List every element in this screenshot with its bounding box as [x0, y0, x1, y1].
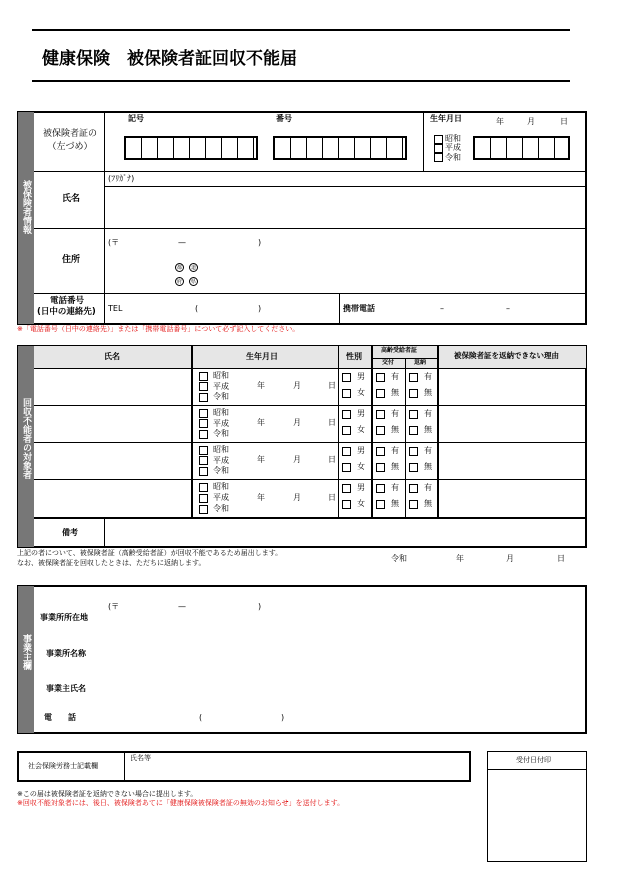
address-postal-suffix: ): [258, 238, 262, 247]
row3-era-showa-checkbox[interactable]: [199, 446, 208, 455]
tel-paren-open: (: [195, 304, 199, 313]
row3-sex-female: 女: [357, 462, 365, 471]
remarks-label: 備考: [62, 528, 78, 537]
employer-phone-paren-close: ): [281, 713, 285, 722]
target-name-input-4[interactable]: [36, 481, 188, 515]
row3-issue-yes-checkbox[interactable]: [376, 447, 385, 456]
era-checkbox-showa[interactable]: [434, 135, 443, 144]
row1-ret-yes-checkbox[interactable]: [409, 373, 418, 382]
insured-info-side-label: 被保険者情報: [21, 180, 31, 234]
row3-sex-female-checkbox[interactable]: [342, 463, 351, 472]
phone-sublabel: (日中の連絡先): [37, 307, 96, 317]
s1-row-divider-1: [34, 171, 586, 172]
row1-sex-male-checkbox[interactable]: [342, 373, 351, 382]
row1-day-label: 日: [328, 381, 336, 390]
col-issued-header: 交付: [382, 359, 395, 366]
address-input[interactable]: [208, 250, 578, 290]
row4-ret-yes: 有: [424, 483, 432, 492]
stamp-box: [487, 751, 587, 862]
row3-era-reiwa-checkbox[interactable]: [199, 467, 208, 476]
tel-label: TEL: [108, 304, 123, 313]
stamp-header-rule: [488, 769, 586, 770]
row3-ret-no-checkbox[interactable]: [409, 463, 418, 472]
birth-year-label: 年: [496, 117, 504, 126]
row2-era-heisei-checkbox[interactable]: [199, 419, 208, 428]
owner-name-label: 事業主氏名: [46, 684, 86, 693]
row4-sex-male-checkbox[interactable]: [342, 484, 351, 493]
sharoushi-divider: [124, 752, 125, 781]
era-label-heisei: 平成: [445, 143, 461, 152]
row2-ret-no: 無: [424, 425, 432, 434]
owner-name-input[interactable]: [106, 676, 584, 698]
col-sex-header: 性別: [346, 352, 362, 361]
title-bottom-rule: [32, 80, 570, 82]
office-postal-dash: —: [178, 602, 186, 611]
s2-row-divider-1: [34, 405, 586, 406]
kigo-input[interactable]: [124, 136, 258, 160]
row2-sex-female: 女: [357, 425, 365, 434]
era-checkbox-heisei[interactable]: [434, 144, 443, 153]
insured-card-label: 被保険者証の （左づめ）: [42, 129, 97, 152]
row2-era-reiwa-checkbox[interactable]: [199, 430, 208, 439]
row4-era-showa: 昭和: [213, 482, 229, 491]
phone-label: 電話番号: [50, 296, 85, 306]
employer-phone-label: 電 話: [44, 713, 76, 722]
row3-era-heisei-checkbox[interactable]: [199, 456, 208, 465]
row4-sex-female-checkbox[interactable]: [342, 500, 351, 509]
s2-col-div-reason: [437, 346, 439, 518]
row1-issue-yes-checkbox[interactable]: [376, 373, 385, 382]
era-label-showa: 昭和: [445, 134, 461, 143]
declaration-line-2: なお、被保険者証を回収したときは、ただちに返納します。: [17, 559, 206, 567]
s2-header-bottom: [34, 368, 586, 369]
office-name-label: 事業所名称: [46, 649, 86, 658]
pref-circle-fu: 府: [176, 279, 182, 285]
birth-date-input[interactable]: [473, 136, 570, 160]
office-name-input[interactable]: [106, 642, 584, 664]
row3-ret-no: 無: [424, 462, 432, 471]
row4-era-reiwa-checkbox[interactable]: [199, 505, 208, 514]
s2-col-div-issue: [405, 358, 406, 518]
target-name-input-2[interactable]: [36, 407, 188, 441]
row2-ret-yes: 有: [424, 409, 432, 418]
row1-sex-female-checkbox[interactable]: [342, 389, 351, 398]
birth-divider: [423, 112, 424, 171]
row1-era-showa-checkbox[interactable]: [199, 372, 208, 381]
row2-month-label: 月: [293, 418, 301, 427]
row4-era-heisei: 平成: [213, 493, 229, 502]
row3-sex-male-checkbox[interactable]: [342, 447, 351, 456]
row4-ret-yes-checkbox[interactable]: [409, 484, 418, 493]
s1-row-divider-3: [34, 293, 586, 294]
row1-sex-female: 女: [357, 388, 365, 397]
footer-note-2: ※回収不能対象者には、後日、被保険者あてに「健康保険被保険者証の無効のお知らせ」を送付します。: [17, 799, 345, 807]
row2-era-heisei: 平成: [213, 419, 229, 428]
employer-side-label: 事業主欄: [21, 634, 31, 670]
kigo-label: 記号: [128, 114, 144, 123]
office-postal-prefix: (〒: [108, 602, 120, 611]
mobile-dash-1: –: [440, 304, 444, 313]
era-label-reiwa: 令和: [445, 153, 461, 162]
address-label: 住所: [62, 255, 81, 265]
title-top-rule: [32, 29, 570, 31]
row4-era-showa-checkbox[interactable]: [199, 483, 208, 492]
sharoushi-input[interactable]: [127, 764, 467, 779]
s1-row-divider-2: [34, 228, 586, 229]
row2-sex-male-checkbox[interactable]: [342, 410, 351, 419]
row4-ret-no: 無: [424, 499, 432, 508]
s2-row-divider-2: [34, 442, 586, 443]
col-elderly-header: 高齢受給者証: [381, 347, 418, 354]
declaration-line-1: 上記の者について、被保険者証（高齢受給者証）が回収不能であるため届出します。: [17, 549, 283, 557]
row4-month-label: 月: [293, 493, 301, 502]
reason-input-2[interactable]: [441, 407, 584, 441]
col-name-header: 氏名: [104, 352, 120, 361]
era-checkbox-reiwa[interactable]: [434, 153, 443, 162]
row2-ret-yes-checkbox[interactable]: [409, 410, 418, 419]
furigana-label: (ﾌﾘｶﾞﾅ): [108, 174, 135, 183]
bango-label: 番号: [276, 114, 292, 123]
s2-col-div-name: [191, 346, 193, 518]
bango-input[interactable]: [273, 136, 407, 160]
row1-era-reiwa: 令和: [213, 392, 229, 401]
row2-issue-no-checkbox[interactable]: [376, 426, 385, 435]
address-postal-prefix: (〒: [108, 238, 120, 247]
row3-ret-yes-checkbox[interactable]: [409, 447, 418, 456]
row3-day-label: 日: [328, 455, 336, 464]
phone-note: ※「電話番号（日中の連絡先）」または「携帯電話番号」について必ず記入してください。: [17, 325, 300, 333]
declaration-era: 令和: [391, 554, 407, 563]
reason-input-1[interactable]: [441, 370, 584, 404]
row2-sex-female-checkbox[interactable]: [342, 426, 351, 435]
row1-era-heisei-checkbox[interactable]: [199, 382, 208, 391]
reason-input-4[interactable]: [441, 481, 584, 515]
pref-circle-to: 都: [176, 265, 182, 271]
row1-era-heisei: 平成: [213, 382, 229, 391]
row1-era-reiwa-checkbox[interactable]: [199, 393, 208, 402]
row3-era-reiwa: 令和: [213, 466, 229, 475]
furigana-divider: [105, 186, 586, 187]
employer-phone-paren-open: (: [199, 713, 203, 722]
row4-era-heisei-checkbox[interactable]: [199, 494, 208, 503]
mobile-label: 携帯電話: [343, 304, 375, 313]
row2-era-reiwa: 令和: [213, 429, 229, 438]
row4-issue-no-checkbox[interactable]: [376, 500, 385, 509]
s2-col-div-sex: [371, 346, 373, 518]
declaration-day: 日: [557, 554, 565, 563]
name-label: 氏名: [62, 194, 81, 204]
row4-day-label: 日: [328, 493, 336, 502]
row1-ret-yes: 有: [424, 372, 432, 381]
target-name-input-1[interactable]: [36, 370, 188, 404]
sharoushi-label: 社会保険労務士記載欄: [28, 762, 98, 770]
reason-input-3[interactable]: [441, 444, 584, 478]
row1-ret-no: 無: [424, 388, 432, 397]
row1-year-label: 年: [257, 381, 265, 390]
row4-issue-yes: 有: [391, 483, 399, 492]
name-etc-label: 氏名等: [130, 754, 151, 762]
s2-col-div-birth: [338, 346, 339, 518]
s2-row-divider-4: [34, 517, 586, 519]
row3-ret-yes: 有: [424, 446, 432, 455]
mobile-input[interactable]: [390, 296, 580, 322]
row2-issue-no: 無: [391, 425, 399, 434]
row1-era-showa: 昭和: [213, 371, 229, 380]
row3-issue-no: 無: [391, 462, 399, 471]
row3-month-label: 月: [293, 455, 301, 464]
mobile-dash-2: –: [506, 304, 510, 313]
office-address-label: 事業所所在地: [40, 613, 88, 622]
pref-circle-ken: 県: [190, 279, 196, 285]
remarks-input[interactable]: [106, 520, 584, 546]
birth-label: 生年月日: [430, 114, 462, 123]
page-title: 健康保険 被保険者証回収不能届: [42, 49, 297, 69]
mobile-divider: [339, 294, 340, 324]
row2-era-showa-checkbox[interactable]: [199, 409, 208, 418]
unrecoverable-side-label: 回収不能者の対象者: [21, 398, 31, 479]
row1-issue-no-checkbox[interactable]: [376, 389, 385, 398]
row2-issue-yes: 有: [391, 409, 399, 418]
office-postal-suffix: ): [258, 602, 262, 611]
row1-month-label: 月: [293, 381, 301, 390]
row4-issue-yes-checkbox[interactable]: [376, 484, 385, 493]
col-reason-header: 被保険者証を返納できない理由: [454, 351, 559, 360]
row1-sex-male: 男: [357, 372, 365, 381]
row4-ret-no-checkbox[interactable]: [409, 500, 418, 509]
employer-phone-input[interactable]: [106, 706, 366, 728]
row1-issue-yes: 有: [391, 372, 399, 381]
col-returned-header: 返納: [414, 359, 427, 366]
phone-input[interactable]: [124, 296, 334, 322]
row3-sex-male: 男: [357, 446, 365, 455]
name-input[interactable]: [106, 188, 584, 226]
row2-ret-no-checkbox[interactable]: [409, 426, 418, 435]
row4-sex-female: 女: [357, 499, 365, 508]
row2-day-label: 日: [328, 418, 336, 427]
row3-era-showa: 昭和: [213, 445, 229, 454]
row1-issue-no: 無: [391, 388, 399, 397]
row3-era-heisei: 平成: [213, 456, 229, 465]
row2-year-label: 年: [257, 418, 265, 427]
row1-ret-no-checkbox[interactable]: [409, 389, 418, 398]
row2-era-showa: 昭和: [213, 408, 229, 417]
row4-era-reiwa: 令和: [213, 504, 229, 513]
tel-paren-close: ): [258, 304, 262, 313]
remarks-divider: [104, 519, 105, 547]
row4-year-label: 年: [257, 493, 265, 502]
declaration-year: 年: [456, 554, 464, 563]
stamp-label: 受付日付印: [516, 756, 551, 764]
s2-row-divider-3: [34, 479, 586, 480]
address-postal-dash: —: [178, 238, 186, 247]
birth-month-label: 月: [527, 117, 535, 126]
col-birth-header: 生年月日: [246, 352, 278, 361]
pref-circle-do: 道: [190, 265, 196, 271]
birth-day-label: 日: [560, 117, 568, 126]
row2-sex-male: 男: [357, 409, 365, 418]
row3-year-label: 年: [257, 455, 265, 464]
row4-issue-no: 無: [391, 499, 399, 508]
row2-issue-yes-checkbox[interactable]: [376, 410, 385, 419]
row4-sex-male: 男: [357, 483, 365, 492]
footer-note-1: ※この届は被保険者証を返納できない場合に提出します。: [17, 790, 198, 798]
office-address-input[interactable]: [106, 612, 584, 632]
target-name-input-3[interactable]: [36, 444, 188, 478]
declaration-month: 月: [506, 554, 514, 563]
row3-issue-yes: 有: [391, 446, 399, 455]
row3-issue-no-checkbox[interactable]: [376, 463, 385, 472]
